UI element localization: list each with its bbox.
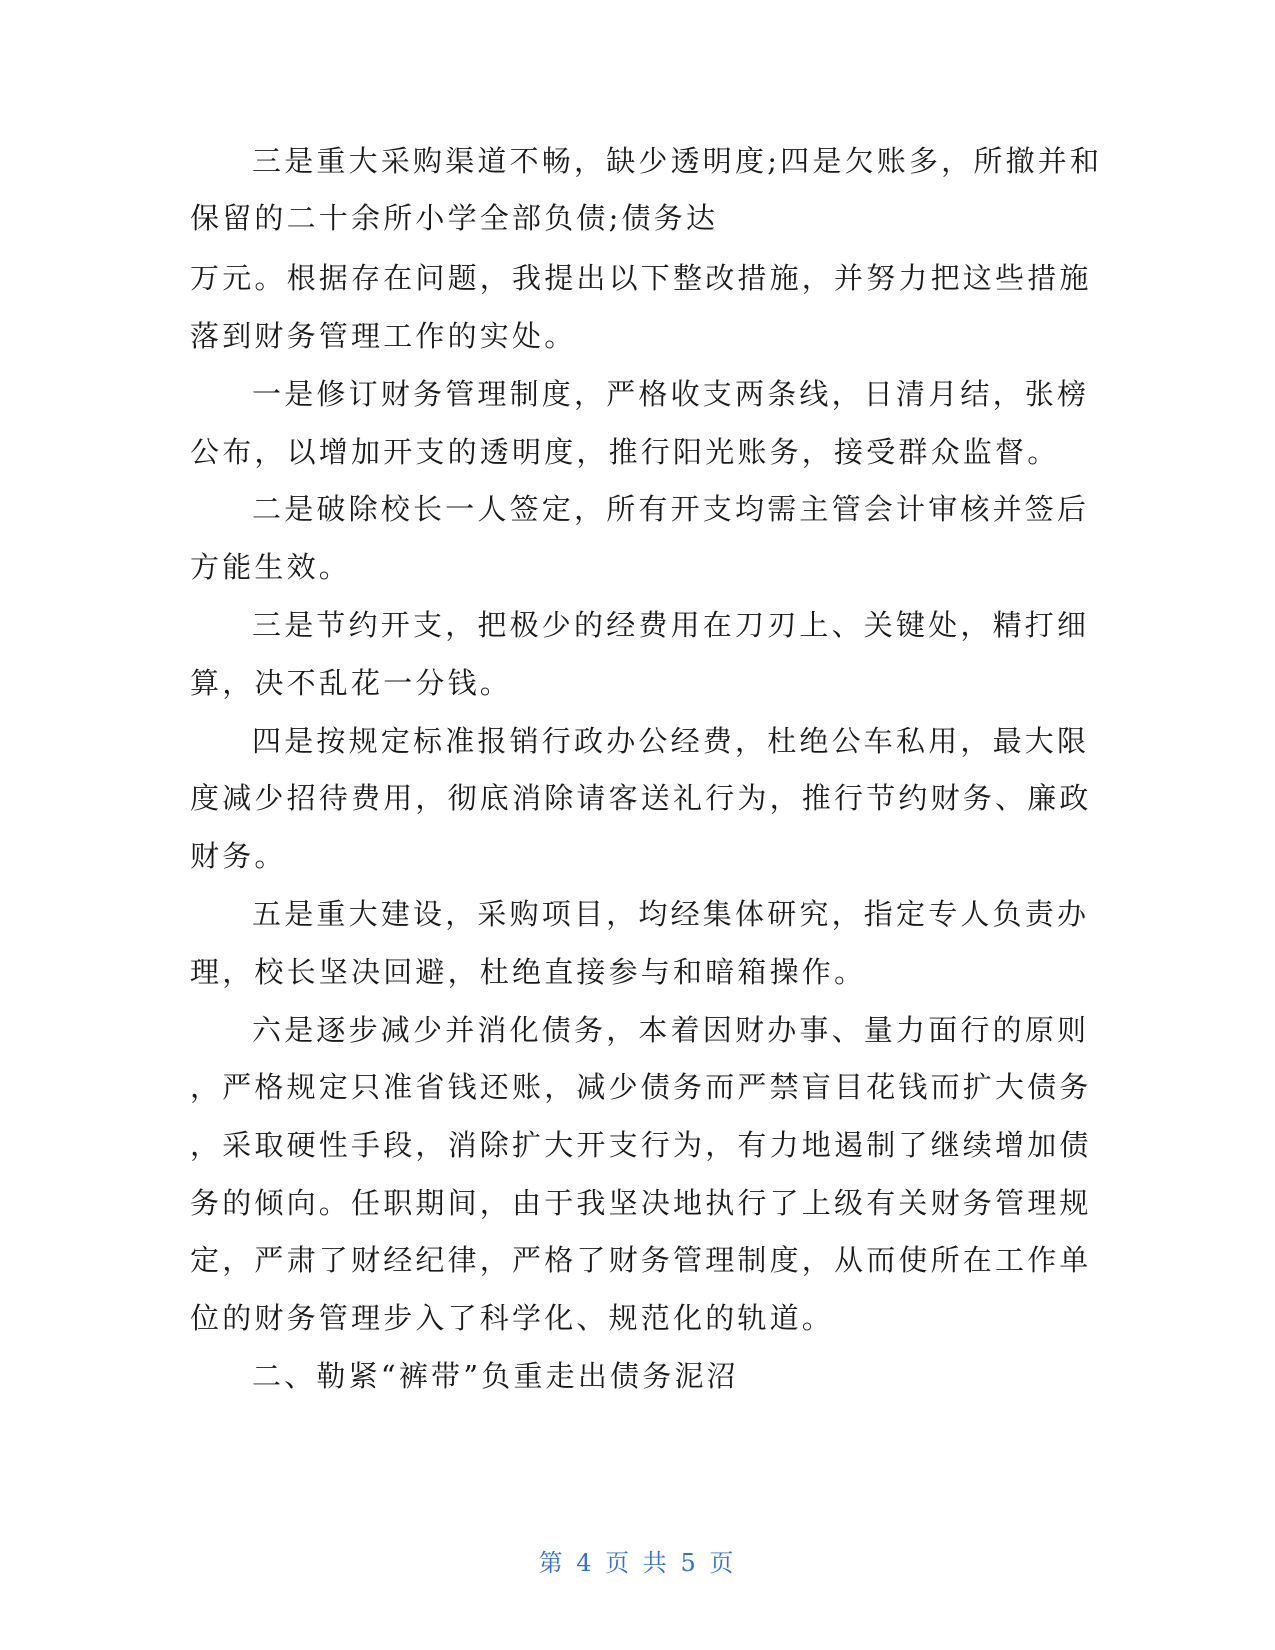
text-line: 财务。	[190, 839, 287, 873]
page-label-suffix: 页	[709, 1549, 737, 1577]
text-line: 方能生效。	[190, 550, 352, 584]
page-label-prefix: 第	[538, 1549, 566, 1577]
text-line: ，严格规定只准省钱还账，减少债务而严禁盲目花钱而扩大债务	[190, 1070, 1092, 1104]
text-line: 务的倾向。任职期间，由于我坚决地执行了上级有关财务管理规	[190, 1186, 1092, 1220]
text-line: 五是重大建设，采购项目，均经集体研究，指定专人负责办	[252, 897, 1090, 931]
current-page-number: 4	[576, 1549, 595, 1577]
text-line: 定，严肃了财经纪律，严格了财务管理制度，从而使所在工作单	[190, 1243, 1092, 1277]
text-line: 二是破除校长一人签定，所有开支均需主管会计审核并签后	[252, 492, 1090, 526]
text-line: 理，校长坚决回避，杜绝直接参与和暗箱操作。	[190, 955, 867, 989]
text-line: 度减少招待费用，彻底消除请客送礼行为，推行节约财务、廉政	[190, 781, 1092, 815]
text-line: 落到财务管理工作的实处。	[190, 319, 577, 353]
text-line: 四是按规定标准报销行政办公经费，杜绝公车私用，最大限	[252, 724, 1090, 758]
text-line: 三是重大采购渠道不畅，缺少透明度;四是欠账多，所撤并和	[252, 144, 1103, 178]
text-line: 公布，以增加开支的透明度，推行阳光账务，接受群众监督。	[190, 435, 1060, 469]
text-line: 万元。根据存在问题，我提出以下整改措施，并努力把这些措施	[190, 261, 1092, 295]
page-number-footer	[0, 1548, 1275, 1578]
text-line: 位的财务管理步入了科学化、规范化的轨道。	[190, 1301, 835, 1335]
text-line: ，采取硬性手段，消除扩大开支行为，有力地遏制了继续增加债	[190, 1128, 1092, 1162]
text-line: 六是逐步减少并消化债务，本着因财办事、量力面行的原则	[252, 1013, 1090, 1047]
total-pages-number: 5	[680, 1549, 699, 1577]
text-line: 一是修订财务管理制度，严格收支两条线，日清月结，张榜	[252, 377, 1090, 411]
text-line: 保留的二十余所小学全部负债;债务达	[190, 201, 719, 235]
text-line: 三是节约开支，把极少的经费用在刀刃上、关键处，精打细	[252, 608, 1090, 642]
text-line: 算，决不乱花一分钱。	[190, 666, 513, 700]
page-label-mid: 页 共	[605, 1549, 670, 1577]
section-heading: 二、勒紧“裤带”负重走出债务泥沼	[252, 1359, 739, 1393]
